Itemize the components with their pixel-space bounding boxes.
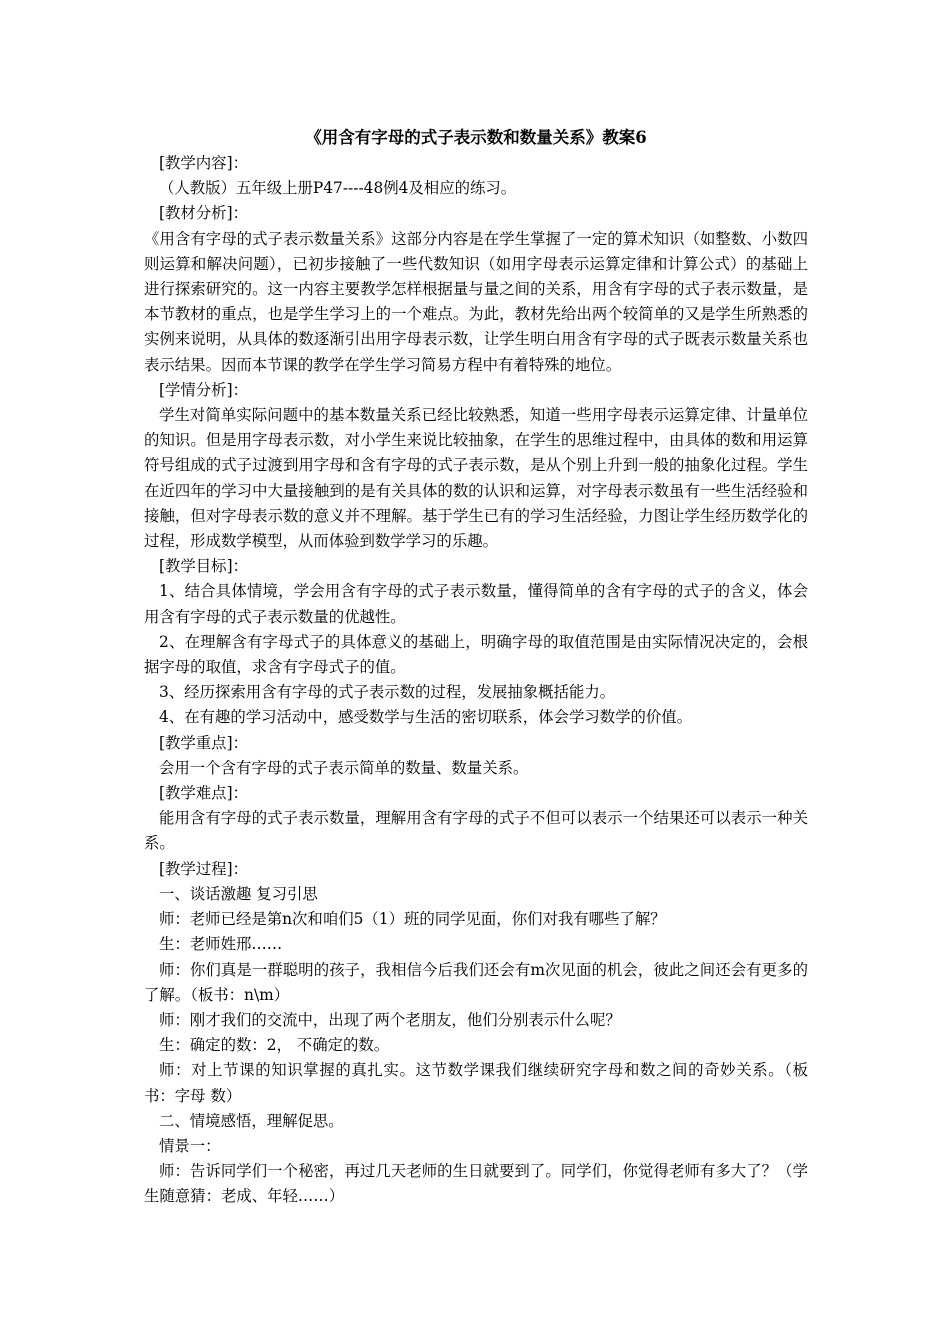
- paragraph: 二、情境感悟，理解促思。: [159, 1111, 344, 1130]
- paragraph: 情景一：: [159, 1136, 221, 1155]
- paragraph: 师：告诉同学们一个秘密，再过几天老师的生日就要到了。同学们，你觉得老师有多大了？（学生随意猜：老成、年轻……）: [144, 1162, 808, 1206]
- paragraph: 一、谈话激趣 复习引思: [159, 884, 318, 903]
- document-body: [144, 125, 808, 1210]
- section-heading: [教学难点]：: [159, 784, 248, 803]
- paragraph: 4、在有趣的学习活动中，感受数学与生活的密切联系，体会学习数学的价值。: [159, 708, 693, 727]
- paragraph: （人教版）五年级上册P47----48例4及相应的练习。: [159, 179, 517, 198]
- paragraph: 生：老师姓邢……: [159, 935, 283, 954]
- paragraph: 师：老师已经是第n次和咱们5（1）班的同学见面，你们对我有哪些了解？: [159, 910, 666, 929]
- section-heading: [教学内容]：: [159, 154, 248, 172]
- paragraph: 能用含有字母的式子表示数量，理解用含有字母的式子不但可以表示一个结果还可以表示一种关系。: [144, 809, 808, 853]
- paragraph: 《用含有字母的式子表示数量关系》这部分内容是在学生掌握了一定的算术知识（如整数、小数四则运算和解决问题），已初步接触了一些代数知识（如用字母表示运算定律和计算公式）的基础上进行探索研究的。这一内容主要教学怎样根据量与量之间的关系，用含有字母的式子表示数量，是本节教材的重点，也是学生学习上的一个难点。为此，教材先给出两个较简单的又是学生所熟悉的实例来说明，从具体的数逐渐引出用字母表示数，让学生明白用含有字母的式子既表示数量关系也表示结果。因而本节课的教学在学生学习简易方程中有着特殊的地位。: [144, 229, 808, 374]
- section-heading: [教材分析]：: [159, 204, 248, 223]
- paragraph: 学生对简单实际问题中的基本数量关系已经比较熟悉，知道一些用字母表示运算定律、计量单位的知识。但是用字母表示数，对小学生来说比较抽象，在学生的思维过程中，由具体的数和用运算符号组成的式子过渡到用字母和含有字母的式子表示数，是从个别上升到一般的抽象化过程。学生在近四年的学习中大量接触到的是有关具体的数的认识和运算，对字母表示数虽有一些生活经验和接触，但对字母表示数的意义并不理解。基于学生已有的学习生活经验，力图让学生经历数学化的过程，形成数学模型，从而体验到数学学习的乐趣。: [144, 406, 808, 551]
- paragraph: 1、结合具体情境，学会用含有字母的式子表示数量，懂得简单的含有字母的式子的含义，体会用含有字母的式子表示数量的优越性。: [144, 582, 808, 626]
- paragraph: 3、经历探索用含有字母的式子表示数的过程，发展抽象概括能力。: [159, 683, 616, 702]
- document-title: 《用含有字母的式子表示数和数量关系》教案6: [305, 128, 647, 147]
- paragraph: 师：刚才我们的交流中，出现了两个老朋友，他们分别表示什么呢？: [159, 1010, 621, 1029]
- paragraph: 师：你们真是一群聪明的孩子，我相信今后我们还会有m次见面的机会，彼此之间还会有更多的了解。（板书：n\m）: [144, 960, 808, 1004]
- paragraph: 生：确定的数：2， 不确定的数。: [159, 1036, 390, 1055]
- section-heading: [教学重点]：: [159, 733, 248, 752]
- section-heading: [教学过程]：: [159, 859, 248, 878]
- section-heading: [学情分析]：: [159, 380, 248, 399]
- paragraph: 会用一个含有字母的式子表示简单的数量、数量关系。: [159, 758, 529, 777]
- section-heading: [教学目标]：: [159, 557, 248, 576]
- paragraph: 师：对上节课的知识掌握的真扎实。这节数学课我们继续研究字母和数之间的奇妙关系。（板书：字母 数）: [144, 1061, 808, 1105]
- paragraph: 2、在理解含有字母式子的具体意义的基础上，明确字母的取值范围是由实际情况决定的，会根据字母的取值，求含有字母式子的值。: [144, 632, 808, 677]
